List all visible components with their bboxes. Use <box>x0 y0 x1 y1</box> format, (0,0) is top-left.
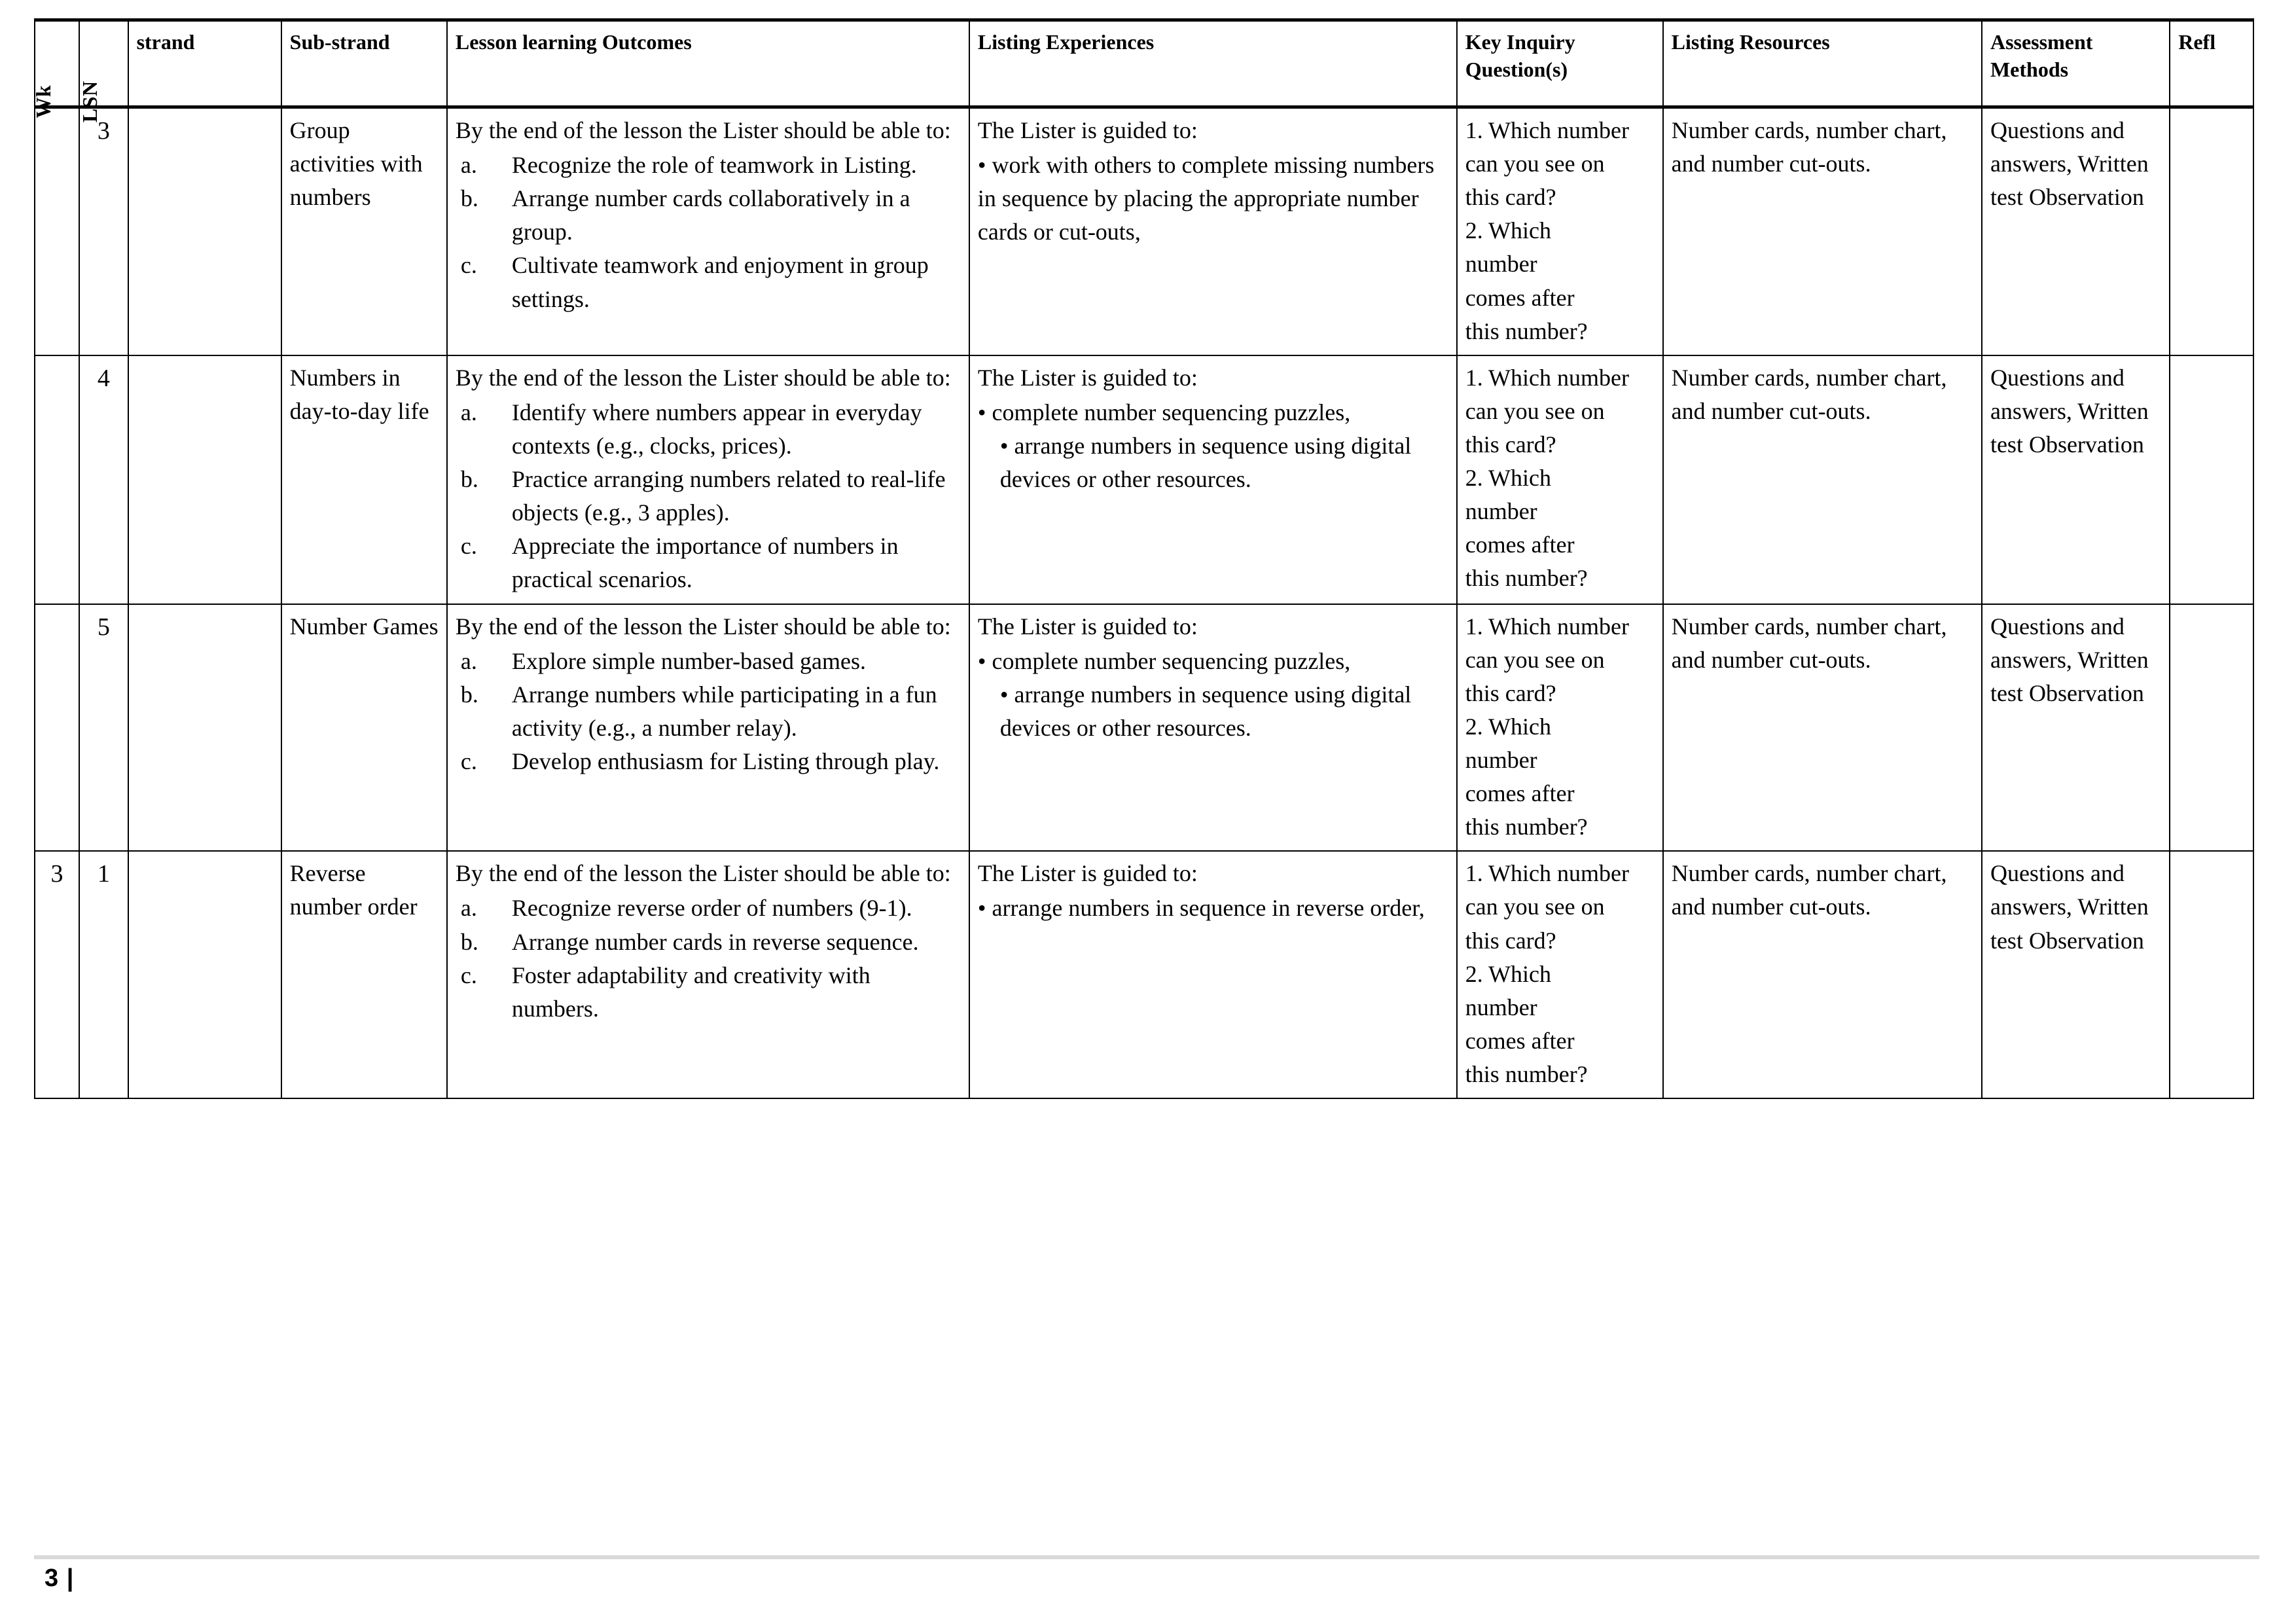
cell-sub-strand: Numbers in day-to-day life <box>281 355 447 604</box>
outcome-item <box>456 249 962 316</box>
column-header-refl: Refl <box>2170 20 2253 107</box>
cell-listing-experiences <box>969 355 1457 604</box>
outcome-item <box>456 149 962 182</box>
cell-strand <box>128 355 281 604</box>
cell-refl <box>2170 107 2253 355</box>
outcome-text: Appreciate the importance of numbers in practical scenarios. <box>511 533 899 593</box>
cell-lsn: 3 <box>79 107 128 355</box>
experience-item: • arrange numbers in sequence using digital devices or other resources. <box>999 432 1412 493</box>
table-row <box>35 355 2253 604</box>
scheme-of-work-table <box>31 18 2254 1099</box>
outcome-item <box>456 463 962 530</box>
table-header-row <box>35 20 2253 107</box>
key-inquiry-header-line-1: Key Inquiry <box>1465 30 1575 54</box>
key-inquiry-header-line-2: Question(s) <box>1465 58 1568 82</box>
cell-lesson-learning-outcomes <box>447 107 969 355</box>
outcome-text: Explore simple number-based games. <box>511 647 866 674</box>
outcome-text: Arrange number cards collaboratively in a group. <box>511 185 910 245</box>
column-header-lsn <box>78 20 128 122</box>
outcome-text: Develop enthusiasm for Listing through play. <box>511 748 940 774</box>
key-inquiry-line: 2. Which <box>1465 465 1552 492</box>
key-inquiry-line: this card? <box>1465 679 1556 706</box>
cell-listing-experiences <box>969 851 1457 1098</box>
key-inquiry-line: can you see on <box>1465 893 1605 920</box>
cell-key-inquiry-questions <box>1457 604 1663 852</box>
footer-divider <box>34 1555 2259 1559</box>
column-header-strand: strand <box>128 20 281 107</box>
key-inquiry-line: can you see on <box>1465 397 1605 424</box>
outcomes-lead-text: By the end of the lesson the Lister should be able to: <box>455 364 951 391</box>
cell-key-inquiry-questions <box>1457 851 1663 1098</box>
outcomes-lead-text: By the end of the lesson the Lister should be able to: <box>455 613 951 640</box>
outcome-text: Cultivate teamwork and enjoyment in group settings. <box>511 252 929 312</box>
key-inquiry-line: 2. Which <box>1465 960 1552 987</box>
cell-wk: 3 <box>35 851 79 1098</box>
table-row <box>35 107 2253 355</box>
cell-sub-strand: Reverse number order <box>281 851 447 1098</box>
outcome-item <box>456 182 962 249</box>
cell-lesson-learning-outcomes <box>447 604 969 852</box>
cell-refl <box>2170 851 2253 1098</box>
key-inquiry-line: comes after <box>1465 532 1575 558</box>
column-header-wk-label: Wk <box>31 84 55 118</box>
key-inquiry-line: can you see on <box>1465 151 1605 177</box>
experiences-lead-text: The Lister is guided to: <box>977 613 1198 640</box>
cell-lsn: 5 <box>79 604 128 852</box>
outcome-marker: c. <box>460 748 477 774</box>
key-inquiry-line: comes after <box>1465 284 1575 311</box>
cell-listing-resources: Number cards, number chart, and number cut-outs. <box>1663 604 1982 852</box>
assessment-header-line-2: Methods <box>1990 58 2069 82</box>
table-row <box>35 851 2253 1098</box>
outcome-marker: a. <box>460 647 477 674</box>
key-inquiry-line: this number? <box>1465 317 1588 344</box>
cell-strand <box>128 851 281 1098</box>
outcome-marker: c. <box>460 962 477 988</box>
outcome-text: Practice arranging numbers related to real-life objects (e.g., 3 apples). <box>511 466 946 526</box>
key-inquiry-line: 2. Which <box>1465 713 1552 740</box>
cell-assessment-methods: Questions and answers, Written test Observation <box>1982 851 2170 1098</box>
cell-sub-strand: Group activities with numbers <box>281 107 447 355</box>
key-inquiry-line: this card? <box>1465 184 1556 211</box>
outcomes-list <box>456 149 962 316</box>
cell-listing-resources: Number cards, number chart, and number cut-outs. <box>1663 851 1982 1098</box>
key-inquiry-line: number <box>1465 251 1537 278</box>
cell-lsn: 1 <box>79 851 128 1098</box>
column-header-sub-strand: Sub-strand <box>281 20 447 107</box>
experience-item: • work with others to complete missing numbers in sequence by placing the appropriate number cards or cut-outs, <box>977 152 1435 245</box>
key-inquiry-line: 1. Which number <box>1465 117 1629 143</box>
key-inquiry-line: number <box>1465 498 1537 525</box>
outcome-marker: b. <box>460 928 478 955</box>
experiences-list <box>978 892 1450 925</box>
key-inquiry-line: 1. Which number <box>1465 860 1629 887</box>
experiences-list <box>978 396 1450 496</box>
outcome-text: Recognize reverse order of numbers (9-1). <box>511 895 912 922</box>
experience-item: • arrange numbers in sequence in reverse order, <box>977 895 1425 922</box>
experiences-list <box>978 645 1450 745</box>
outcome-text: Foster adaptability and creativity with numbers. <box>511 962 870 1022</box>
cell-assessment-methods: Questions and answers, Written test Observation <box>1982 107 2170 355</box>
key-inquiry-line: number <box>1465 994 1537 1020</box>
outcome-text: Arrange numbers while participating in a fun activity (e.g., a number relay). <box>511 681 937 741</box>
outcome-item <box>456 959 962 1026</box>
outcomes-list <box>456 645 962 778</box>
key-inquiry-line: 1. Which number <box>1465 364 1629 391</box>
experiences-list <box>978 149 1450 249</box>
outcome-marker: c. <box>460 252 477 279</box>
outcome-marker: c. <box>460 533 477 560</box>
cell-assessment-methods: Questions and answers, Written test Observation <box>1982 355 2170 604</box>
outcomes-list <box>456 396 962 597</box>
outcome-text: Identify where numbers appear in everyday contexts (e.g., clocks, prices). <box>511 399 922 459</box>
footer-page-number: 3 | <box>45 1564 75 1592</box>
outcome-item <box>456 892 962 925</box>
experience-item: • arrange numbers in sequence using digital devices or other resources. <box>999 681 1412 741</box>
outcome-item <box>456 645 962 678</box>
key-inquiry-line: number <box>1465 746 1537 773</box>
outcome-marker: b. <box>460 466 478 493</box>
outcome-item <box>456 396 962 463</box>
column-header-wk <box>31 20 79 118</box>
experiences-lead-text: The Lister is guided to: <box>977 117 1198 143</box>
outcome-marker: b. <box>460 681 478 708</box>
column-header-assessment-methods <box>1982 20 2170 107</box>
column-header-listing-experiences: Listing Experiences <box>969 20 1457 107</box>
cell-key-inquiry-questions <box>1457 107 1663 355</box>
experiences-lead-text: The Lister is guided to: <box>977 364 1198 391</box>
cell-strand <box>128 604 281 852</box>
column-header-listing-resources: Listing Resources <box>1663 20 1982 107</box>
outcome-item <box>456 926 962 959</box>
column-header-key-inquiry-questions <box>1457 20 1663 107</box>
outcome-marker: a. <box>460 895 477 922</box>
cell-refl <box>2170 604 2253 852</box>
column-header-lesson-learning-outcomes: Lesson learning Outcomes <box>447 20 969 107</box>
column-header-lsn-label: LSN <box>78 81 102 122</box>
cell-refl <box>2170 355 2253 604</box>
cell-strand <box>128 107 281 355</box>
table-row <box>35 604 2253 852</box>
cell-sub-strand: Number Games <box>281 604 447 852</box>
key-inquiry-line: this number? <box>1465 1060 1588 1087</box>
cell-wk <box>35 604 79 852</box>
outcome-item <box>456 678 962 745</box>
outcome-marker: b. <box>460 185 478 212</box>
key-inquiry-line: 2. Which <box>1465 217 1552 244</box>
experience-item: • complete number sequencing puzzles, <box>977 647 1351 674</box>
key-inquiry-line: this number? <box>1465 814 1588 840</box>
cell-wk <box>35 355 79 604</box>
assessment-header-line-1: Assessment <box>1990 30 2093 54</box>
cell-listing-resources: Number cards, number chart, and number cut-outs. <box>1663 107 1982 355</box>
outcome-item <box>456 530 962 596</box>
cell-wk <box>35 107 79 355</box>
outcome-text: Recognize the role of teamwork in Listing. <box>511 152 917 179</box>
cell-lsn: 4 <box>79 355 128 604</box>
cell-listing-resources: Number cards, number chart, and number cut-outs. <box>1663 355 1982 604</box>
key-inquiry-line: 1. Which number <box>1465 613 1629 640</box>
key-inquiry-line: can you see on <box>1465 646 1605 673</box>
experience-item: • complete number sequencing puzzles, <box>977 399 1351 425</box>
outcome-item <box>456 745 962 778</box>
key-inquiry-line: this card? <box>1465 927 1556 954</box>
outcome-marker: a. <box>460 152 477 179</box>
key-inquiry-line: this card? <box>1465 431 1556 458</box>
cell-lesson-learning-outcomes <box>447 851 969 1098</box>
outcomes-lead-text: By the end of the lesson the Lister should be able to: <box>455 860 951 887</box>
cell-listing-experiences <box>969 604 1457 852</box>
table-body <box>35 107 2253 1099</box>
outcome-text: Arrange number cards in reverse sequence. <box>511 928 919 955</box>
key-inquiry-line: this number? <box>1465 565 1588 592</box>
cell-key-inquiry-questions <box>1457 355 1663 604</box>
cell-assessment-methods: Questions and answers, Written test Observation <box>1982 604 2170 852</box>
experiences-lead-text: The Lister is guided to: <box>977 860 1198 887</box>
cell-listing-experiences <box>969 107 1457 355</box>
key-inquiry-line: comes after <box>1465 1027 1575 1054</box>
outcome-marker: a. <box>460 399 477 425</box>
key-inquiry-line: comes after <box>1465 780 1575 807</box>
outcomes-list <box>456 892 962 1025</box>
cell-lesson-learning-outcomes <box>447 355 969 604</box>
outcomes-lead-text: By the end of the lesson the Lister should be able to: <box>455 117 951 143</box>
